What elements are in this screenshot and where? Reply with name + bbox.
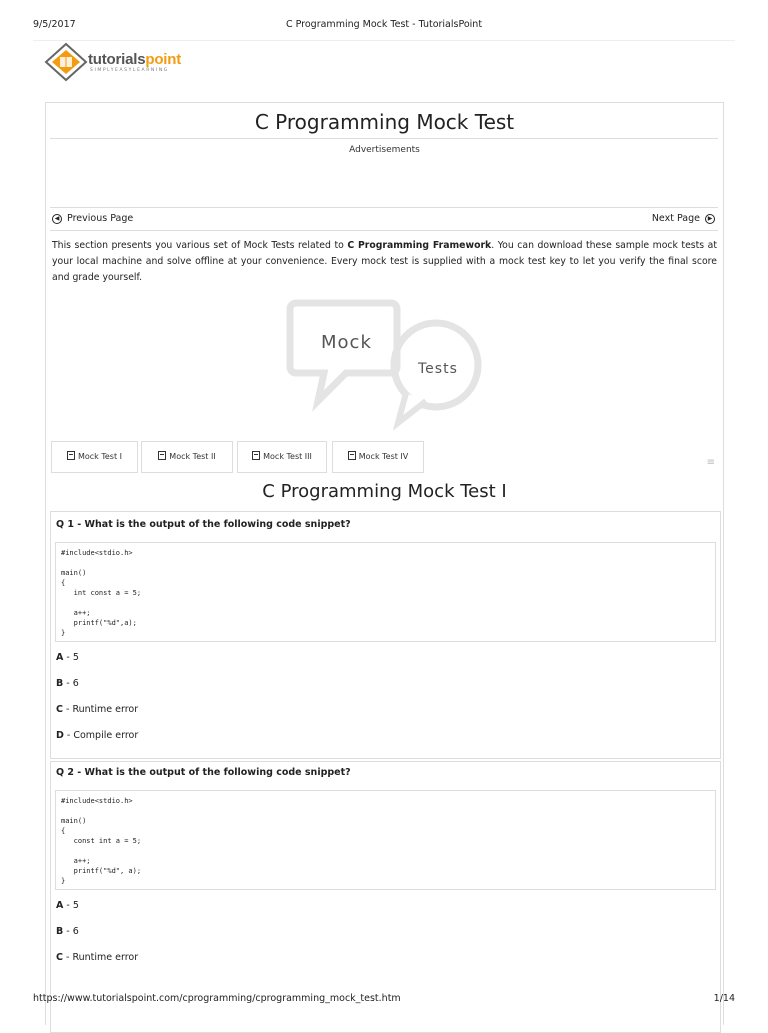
graphic-word-tests: Tests <box>418 361 458 377</box>
print-date: 9/5/2017 <box>33 19 76 30</box>
intro-paragraph <box>52 238 717 286</box>
option-key: D <box>56 730 64 741</box>
code-text: #include<stdio.h> main() { int const a = 5; a++; printf("%d",a); } <box>61 549 142 637</box>
content-container <box>45 102 724 1025</box>
question-title: Q 1 - What is the output of the following code snippet? <box>56 519 351 530</box>
circle-arrow-left-icon: ◀ <box>52 214 62 224</box>
tab-mock-test-4[interactable] <box>332 441 424 473</box>
option-b[interactable] <box>56 926 79 937</box>
tutorialspoint-logo[interactable] <box>44 42 214 82</box>
title-divider <box>50 138 718 139</box>
menu-icon[interactable]: ≡ <box>706 457 715 468</box>
document-icon <box>252 451 260 460</box>
code-text: #include<stdio.h> main() { const int a = 5; a++; printf("%d", a); } <box>61 797 142 885</box>
advertisements-label: Advertisements <box>349 145 420 155</box>
intro-text-bold: C Programming Framework <box>347 240 492 251</box>
intro-text-end: . You can download these sample mock tests at your local machine and solve offline at your convenience. Every mock test is supplied with a mock test key to let you verify the final score and grade yourself. <box>52 240 717 283</box>
document-icon <box>158 451 166 460</box>
document-icon <box>67 451 75 460</box>
page-number: 1/14 <box>713 993 735 1004</box>
option-key: A <box>56 652 64 663</box>
logo-diamond-icon <box>44 42 88 82</box>
option-key: B <box>56 926 64 937</box>
next-page-label: Next Page <box>651 213 700 224</box>
print-url[interactable]: https://www.tutorialspoint.com/cprogramming/cprogramming_mock_test.htm <box>33 993 401 1004</box>
option-text: - Runtime error <box>62 952 139 963</box>
option-key: B <box>56 678 64 689</box>
logo-brand-point: point <box>145 51 182 68</box>
tab-label: Mock Test II <box>169 452 216 461</box>
tab-label: Mock Test III <box>263 452 312 461</box>
previous-page-link[interactable] <box>50 213 133 224</box>
option-a[interactable] <box>56 900 79 911</box>
option-c[interactable] <box>56 952 138 963</box>
print-document-title: C Programming Mock Test - TutorialsPoint <box>285 19 483 30</box>
page-title: C Programming Mock Test <box>254 110 515 134</box>
graphic-word-mock: Mock <box>321 332 372 353</box>
option-text: - 5 <box>63 652 79 663</box>
previous-page-label: Previous Page <box>67 213 134 224</box>
option-d[interactable] <box>56 730 138 741</box>
option-c[interactable] <box>56 704 138 715</box>
logo-brand-tutorials: tutorials <box>88 51 146 68</box>
logo-brand <box>88 51 181 68</box>
option-key: C <box>56 704 63 715</box>
code-snippet <box>55 542 716 642</box>
code-snippet <box>55 790 716 890</box>
header-divider <box>33 40 735 41</box>
circle-arrow-right-icon: ▶ <box>705 214 715 224</box>
intro-text-start: This section presents you various set of Mock Tests related to <box>52 240 348 251</box>
option-text: - Runtime error <box>62 704 139 715</box>
tab-label: Mock Test IV <box>358 452 409 461</box>
option-key: A <box>56 900 64 911</box>
document-icon <box>348 451 356 460</box>
option-text: - 6 <box>63 678 79 689</box>
tab-mock-test-2[interactable] <box>141 441 233 473</box>
tab-mock-test-1[interactable] <box>51 441 138 473</box>
nav-divider <box>50 230 718 231</box>
option-a[interactable] <box>56 652 79 663</box>
next-page-link[interactable] <box>652 213 717 224</box>
option-text: - 6 <box>63 926 79 937</box>
ads-divider <box>50 207 718 208</box>
question-card-1 <box>50 511 721 759</box>
mock-tests-graphic <box>286 293 486 433</box>
print-header <box>0 0 768 28</box>
question-title: Q 2 - What is the output of the following code snippet? <box>56 767 351 778</box>
option-text: - 5 <box>63 900 79 911</box>
tab-mock-test-3[interactable] <box>237 441 327 473</box>
option-key: C <box>56 952 63 963</box>
tab-label: Mock Test I <box>77 452 123 461</box>
section-title: C Programming Mock Test I <box>262 481 507 502</box>
option-text: - Compile error <box>63 730 139 741</box>
logo-tagline: SIMPLYEASYLEARNING <box>90 68 169 73</box>
option-b[interactable] <box>56 678 79 689</box>
